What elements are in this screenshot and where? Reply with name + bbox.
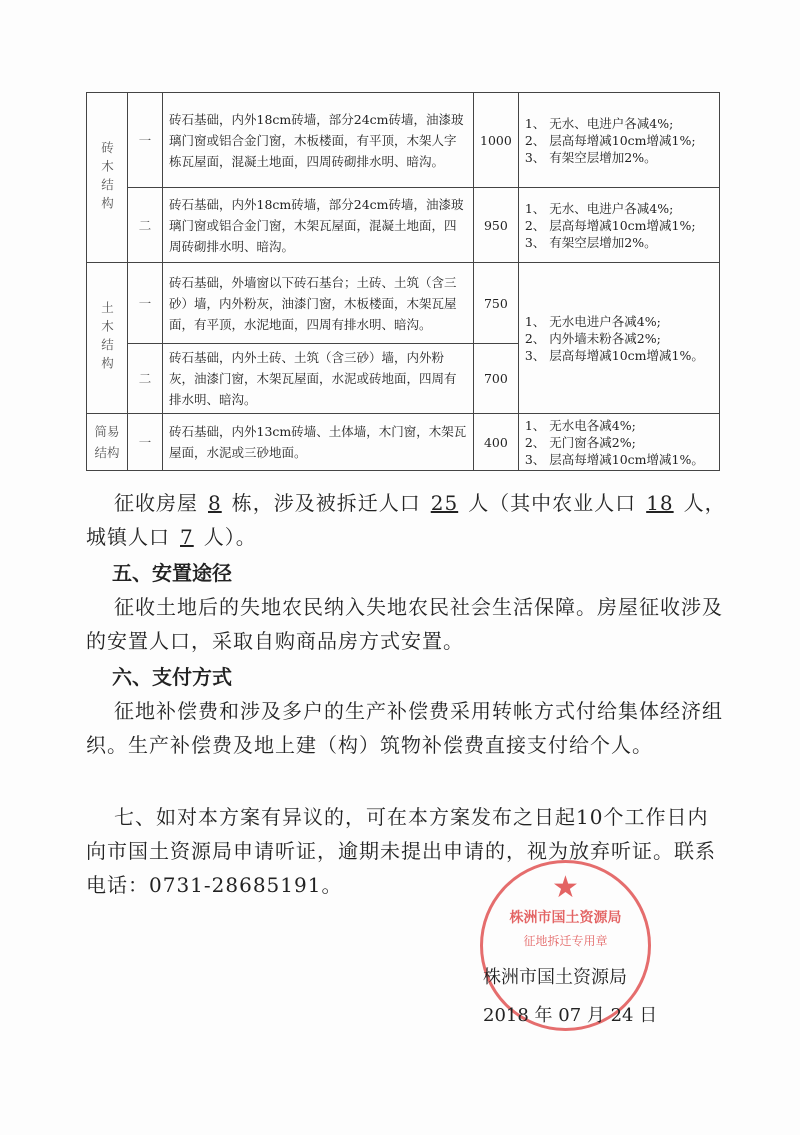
note: 2、 内外墙未粉各减2%; (524, 330, 661, 346)
description: 砖石基础，内外13cm砖墙、土体墙，木门窗，木架瓦屋面，水泥或三砂地面。 (163, 414, 474, 471)
note: 3、 有架空层增加2%。 (524, 149, 657, 165)
price: 750 (474, 263, 519, 344)
section-heading: 五、安置途径 (112, 561, 232, 585)
text: 人）。 (203, 525, 257, 549)
grade: 一 (128, 263, 163, 344)
note: 2、 无门窗各减2%; (524, 434, 636, 450)
star-icon: ★ (552, 870, 579, 905)
note: 3、 层高每增减10cm增减1%。 (524, 347, 704, 363)
grade: 一 (128, 93, 163, 188)
price: 1000 (474, 93, 519, 188)
note: 1、 无水电各减4%; (524, 417, 636, 433)
section-body: 征收土地后的失地农民纳入失地农民社会生活保障。房屋征收涉及的安置人口，采取自购商品房方式安置。 (86, 595, 723, 653)
section-body: 征地补偿费和涉及多户的生产补偿费采用转帐方式付给集体经济组织。生产补偿费及地上建（构）筑物补偿费直接支付给个人。 (86, 699, 723, 757)
people-count: 25 (430, 491, 459, 515)
description: 砖石基础，内外18cm砖墙，部分24cm砖墙，油漆玻璃门窗或铝合金门窗，木板楼面，有平顶，木架人字栋瓦屋面，混凝土地面，四周砖砌排水明、暗沟。 (163, 93, 474, 188)
grade: 二 (128, 344, 163, 414)
housing-stats (86, 486, 726, 554)
notes (518, 188, 719, 263)
text: 栋，涉及被拆迁人口 (231, 491, 421, 515)
table-row (87, 414, 720, 471)
note: 3、 层高每增减10cm增减1%。 (524, 451, 704, 467)
price: 400 (474, 414, 519, 471)
notes (518, 414, 719, 471)
description: 砖石基础，外墙窗以下砖石基台；土砖、土筑（含三砂）墙，内外粉灰，油漆门窗，木板楼面，木架瓦屋面，有平顶，水泥地面，四周有排水明、暗沟。 (163, 263, 474, 344)
structure-type: 土木结构 (87, 263, 128, 414)
table-row (87, 188, 720, 263)
farm-count: 18 (646, 491, 674, 515)
notes (518, 263, 719, 414)
table-row (87, 93, 720, 188)
grade: 一 (128, 414, 163, 471)
urban-count: 7 (180, 525, 194, 549)
description: 砖石基础，内外土砖、土筑（含三砂）墙，内外粉灰，油漆门窗，木架瓦屋面，水泥或砖地面，四周有排水明、暗沟。 (163, 344, 474, 414)
house-count: 8 (208, 491, 222, 515)
note: 2、 层高每增减10cm增减1%; (524, 132, 696, 148)
note: 1、 无水、电进户各减4%; (524, 200, 674, 216)
price: 950 (474, 188, 519, 263)
note: 2、 层高每增减10cm增减1%; (524, 217, 696, 233)
note: 1、 无水电进户各减4%; (524, 313, 661, 329)
description: 砖石基础，内外18cm砖墙，部分24cm砖墙，油漆玻璃门窗或铝合金门窗，木架瓦屋面，混凝土地面，四周砖砌排水明、暗沟。 (163, 188, 474, 263)
seal-text: 株洲市国土资源局 (509, 910, 622, 926)
text: 征收房屋 (114, 491, 198, 515)
text: 人，城镇人口 (86, 491, 726, 549)
seal-subtext: 征地拆迁专用章 (523, 934, 608, 948)
section-heading: 六、支付方式 (112, 665, 232, 689)
compensation-table (86, 92, 720, 471)
table-row (87, 263, 720, 344)
notes (518, 93, 719, 188)
structure-type: 简易结构 (87, 414, 128, 471)
signature-date: 2018 年 07 月 24 日 (483, 1005, 658, 1026)
text: 人（其中农业人口 (468, 491, 637, 515)
note: 1、 无水、电进户各减4%; (524, 115, 674, 131)
structure-type: 砖木结构 (87, 93, 128, 263)
section-body: 七、如对本方案有异议的，可在本方案发布之日起10个工作日内向市国土资源局申请听证，逾期未提出申请的，视为放弃听证。联系电话：0731-28685191。 (86, 805, 716, 897)
signature-org: 株洲市国土资源局 (483, 967, 627, 988)
grade: 二 (128, 188, 163, 263)
note: 3、 有架空层增加2%。 (524, 234, 657, 250)
price: 700 (474, 344, 519, 414)
